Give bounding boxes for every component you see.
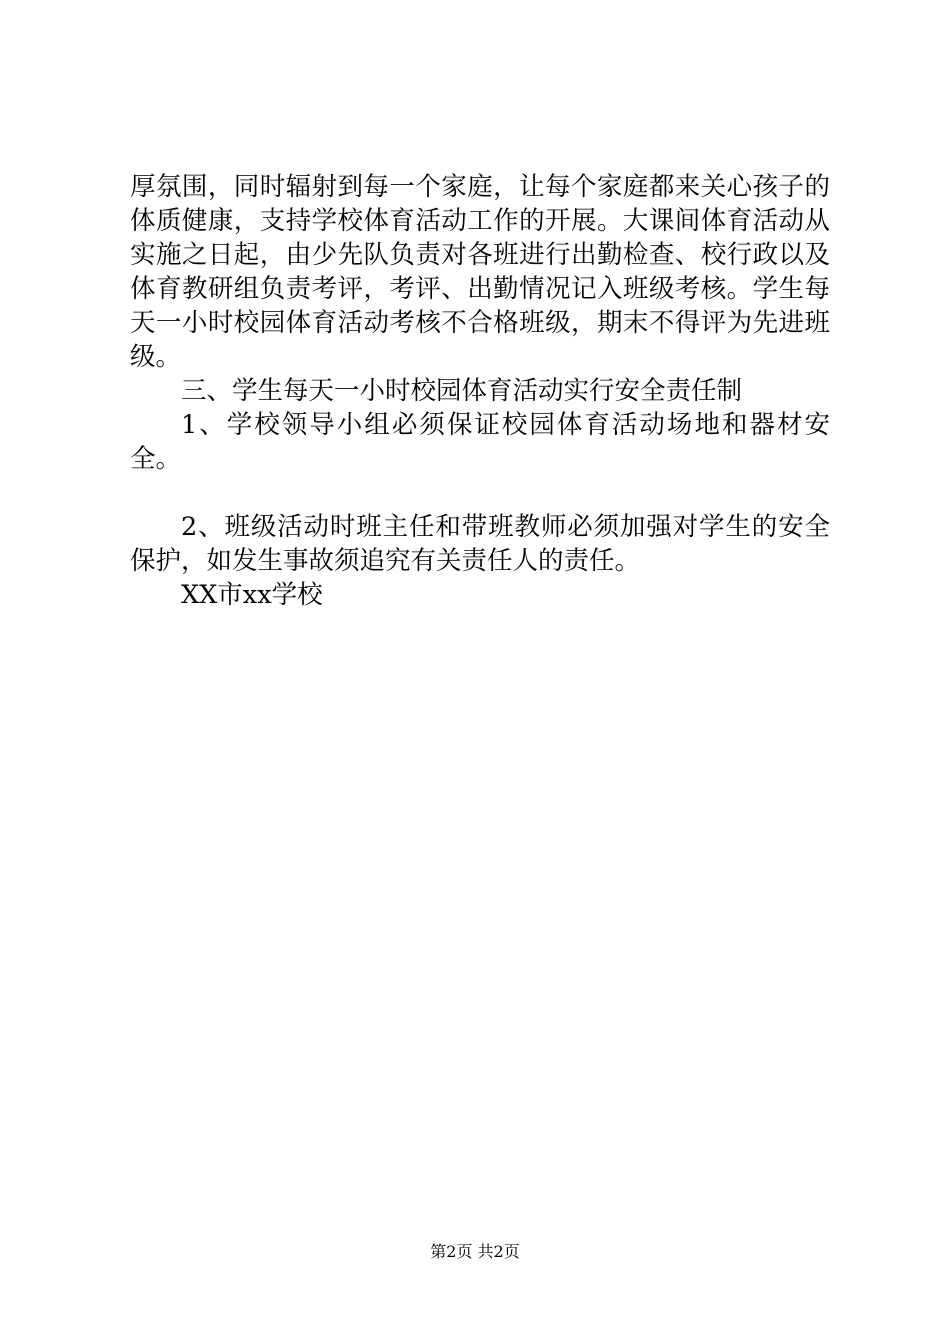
page-footer: 第2页 共2页 bbox=[430, 1242, 520, 1261]
signature-school: XX市xx学校 bbox=[181, 580, 323, 610]
document-body bbox=[130, 170, 830, 612]
section-heading-safety: 三、学生每天一小时校园体育活动实行安全责任制 bbox=[181, 376, 743, 406]
list-item-2: 2、班级活动时班主任和带班教师必须加强对学生的安全保护，如发生事故须追究有关责任人的责任。 bbox=[130, 512, 830, 576]
list-item-1: 1、学校领导小组必须保证校园体育活动场地和器材安全。 bbox=[130, 410, 830, 474]
body-paragraph-continuation: 厚氛围，同时辐射到每一个家庭，让每个家庭都来关心孩子的体质健康，支持学校体育活动工作的开展。大课间体育活动从实施之日起，由少先队负责对各班进行出勤检查、校行政以及体育教研组负责考评，考评、出勤情况记入班级考核。学生每天一小时校园体育活动考核不合格班级，期末不得评为先进班级。 bbox=[130, 172, 830, 372]
